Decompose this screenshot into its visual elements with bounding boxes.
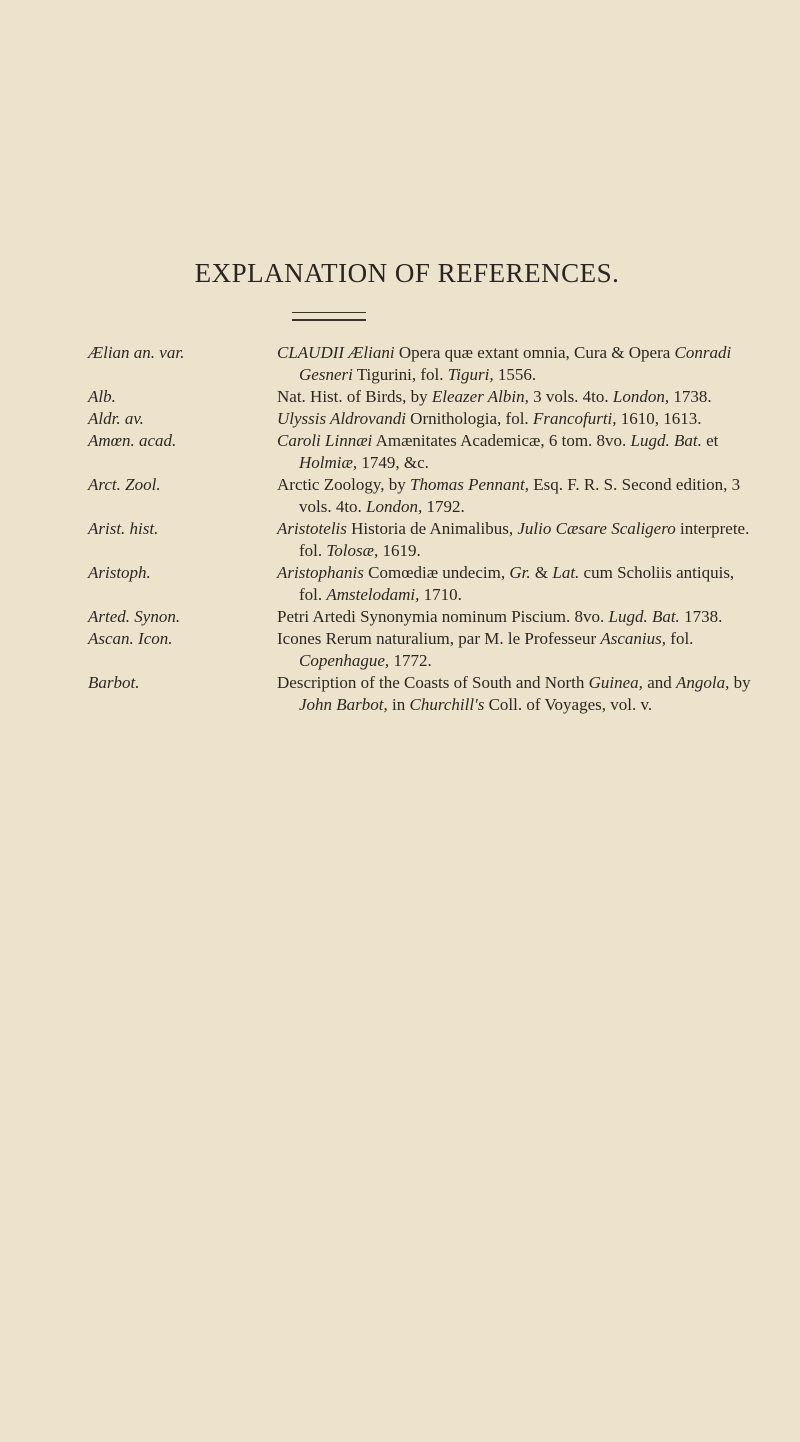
- reference-entry: [0, 628, 800, 672]
- page-title: EXPLANATION OF REFERENCES.: [194, 258, 620, 288]
- reference-description: Petri Artedi Synonymia nominum Piscium. 8vo. Lugd. Bat. 1738.: [277, 607, 723, 626]
- reference-entry: [0, 474, 800, 518]
- reference-abbreviation: Alb.: [88, 387, 116, 406]
- reference-abbreviation: Ælian an. var.: [88, 343, 185, 362]
- references-list: [0, 342, 800, 716]
- reference-abbreviation: Aldr. av.: [88, 409, 144, 428]
- reference-entry: [0, 562, 800, 606]
- reference-description: Caroli Linnæi Amænitates Academicæ, 6 tom. 8vo. Lugd. Bat. et Holmiæ, 1749, &c.: [277, 431, 719, 472]
- reference-entry: [0, 342, 800, 386]
- reference-description: Aristotelis Historia de Animalibus, Julio Cæsare Scaligero interprete. fol. Tolosæ, 1619.: [277, 519, 750, 560]
- reference-entry: [0, 606, 800, 628]
- reference-abbreviation: Arist. hist.: [88, 519, 159, 538]
- reference-abbreviation: Aristoph.: [88, 563, 151, 582]
- reference-abbreviation: Ascan. Icon.: [88, 629, 173, 648]
- reference-entry: [0, 672, 800, 716]
- reference-description: Nat. Hist. of Birds, by Eleazer Albin, 3 vols. 4to. London, 1738.: [277, 387, 712, 406]
- reference-description: Aristophanis Comœdiæ undecim, Gr. & Lat. cum Scholiis antiquis, fol. Amstelodami, 1710.: [277, 563, 735, 604]
- reference-abbreviation: Arted. Synon.: [88, 607, 181, 626]
- reference-description: Ulyssis Aldrovandi Ornithologia, fol. Francofurti, 1610, 1613.: [277, 409, 702, 428]
- reference-entry: [0, 408, 800, 430]
- reference-description: Arctic Zoology, by Thomas Pennant, Esq. F. R. S. Second edition, 3 vols. 4to. London, 1792.: [277, 475, 741, 516]
- reference-description: CLAUDII Æliani Opera quæ extant omnia, Cura & Opera Conradi Gesneri Tigurini, fol. Tiguri, 1556.: [277, 343, 732, 384]
- reference-entry: [0, 430, 800, 474]
- reference-abbreviation: Amœn. acad.: [88, 431, 177, 450]
- reference-entry: [0, 386, 800, 408]
- reference-entry: [0, 518, 800, 562]
- reference-description: Icones Rerum naturalium, par M. le Professeur Ascanius, fol. Copenhague, 1772.: [277, 629, 694, 670]
- reference-abbreviation: Barbot.: [88, 673, 140, 692]
- title-rule: [292, 312, 366, 321]
- reference-description: Description of the Coasts of South and North Guinea, and Angola, by John Barbot, in Churchill's Coll. of Voyages, vol. v.: [277, 673, 751, 714]
- reference-abbreviation: Arct. Zool.: [88, 475, 161, 494]
